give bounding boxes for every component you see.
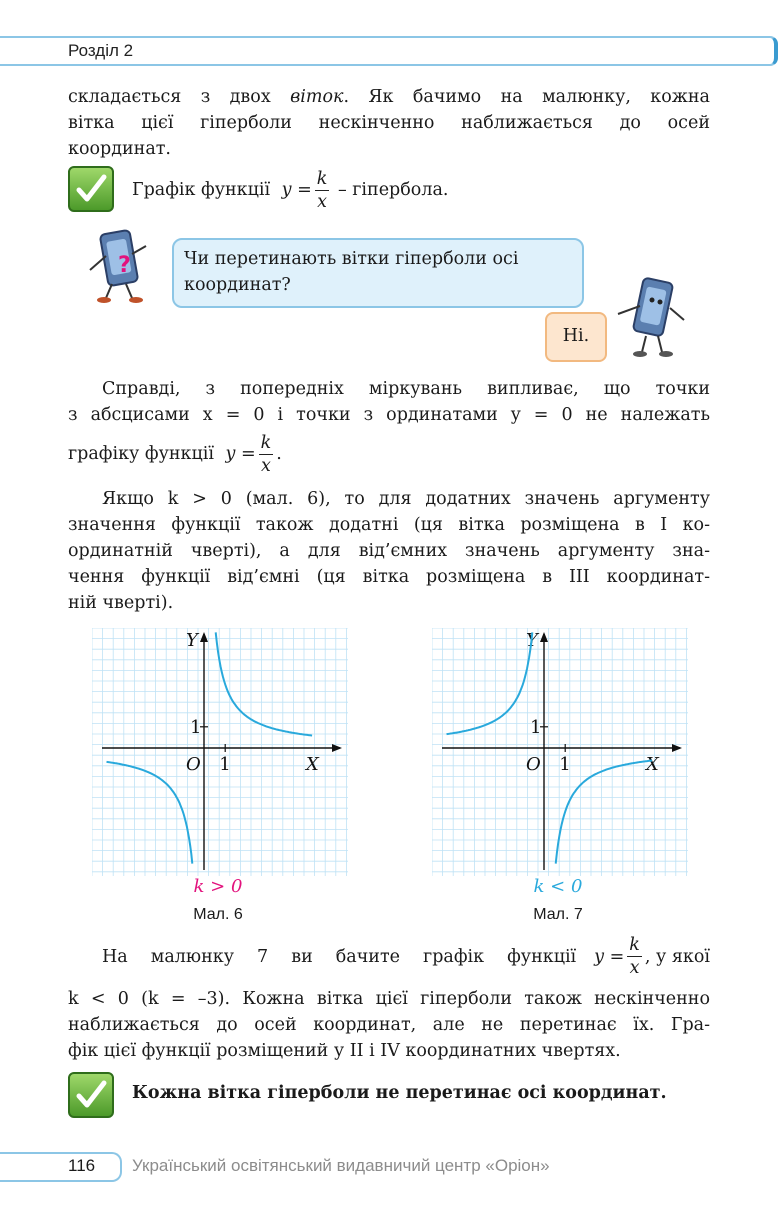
figure-7-caption: Мал. 7 [533, 906, 583, 923]
paragraph-positive-k: Якщо k > 0 (мал. 6), то для додатних значень аргументу значення функції також додатні (ця вітка розміщена в I ко- ординатній чверті), а для від’ємних значень аргументу зна- чення функції від’ємні (ця вітка розміщена в III координат- ній чверті). [68, 489, 710, 613]
section-title: Розділ 2 [68, 41, 134, 60]
paragraph-points: Справді, з попередніх міркувань випливає, що точки з абсцисами x = 0 і точки з ординатами y = 0 не належать [68, 379, 710, 425]
origin-label: O [526, 754, 541, 775]
x-axis-label: X [646, 754, 659, 775]
phone-character-question-icon [80, 226, 164, 306]
y-unit-label: 1 [190, 716, 202, 738]
hyperbola-branch [447, 632, 533, 734]
intro-paragraph: складається з двох віток. Як бачимо на малюнку, кожна вітка цієї гіперболи нескінченно наближається до осей координат. [68, 87, 710, 159]
y-axis-label: Y [186, 630, 198, 651]
figure-6-caption: Мал. 6 [193, 906, 243, 923]
figure-6-condition: k > 0 [193, 876, 243, 897]
rule-branches-not-cross-axes: Кожна вітка гіперболи не перетинає осі координат. [132, 1083, 667, 1103]
x-unit-label: 1 [559, 754, 571, 775]
footer-page-tab [0, 1152, 122, 1182]
question-bubble: Чи перетинають вітки гіперболи осі координат? [172, 238, 584, 308]
graph-figure-7 [432, 628, 688, 876]
page-number: 116 [68, 1156, 96, 1175]
check-icon [68, 166, 114, 212]
x-unit-label: 1 [219, 754, 231, 775]
origin-label: O [186, 754, 201, 775]
hyperbola-branch [107, 762, 193, 864]
graph-figure-6 [92, 628, 348, 876]
header-bar [0, 36, 778, 66]
x-axis-arrow [332, 744, 342, 752]
phone-character-answer-icon [612, 276, 692, 360]
publisher-name: Український освітянський видавничий центр «Оріон» [132, 1156, 550, 1175]
paragraph-negative-k-formula: На малюнку 7 ви бачите графік функції y = $\frac{k}{x}$ , у якої [102, 935, 710, 978]
y-axis-label: Y [526, 630, 538, 651]
paragraph-points-formula: графіку функції y = $\frac{k}{x}$ . [68, 433, 282, 476]
y-axis-arrow [540, 632, 548, 642]
y-axis-arrow [200, 632, 208, 642]
figure-7-condition: k < 0 [533, 876, 583, 897]
answer-bubble: Ні. [545, 312, 607, 362]
paragraph-negative-k: k < 0 (k = –3). Кожна вітка цієї гіперболи також нескінченно наближається до осей координат, але не перетинає їх. Гра- фік цієї функції розміщений у II і IV координатних чвертях. [68, 989, 710, 1061]
rule-graph-hyperbola: Графік функції y = $\frac{k}{x}$ – гіпербола. [132, 169, 449, 212]
svg-text:?: ? [118, 253, 131, 278]
x-axis-arrow [672, 744, 682, 752]
check-icon [68, 1072, 114, 1118]
x-axis-label: X [306, 754, 319, 775]
y-unit-label: 1 [530, 716, 542, 738]
